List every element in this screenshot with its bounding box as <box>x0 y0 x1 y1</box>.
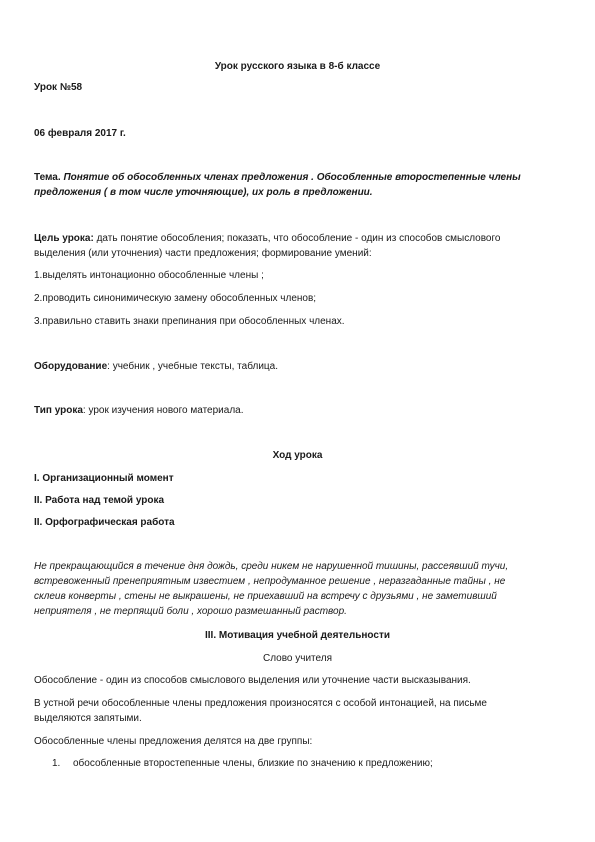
document-title: Урок русского языка в 8-б классе <box>214 61 381 72</box>
exercise-line-1: Не прекращающийся в течение дня дождь, среди никем не нарушенной тишины, рассеявший тучи, <box>34 561 509 572</box>
equipment-label: Оборудование <box>34 361 108 372</box>
goal-item-2: 2.проводить синонимическую замену обособленных членов; <box>34 293 317 304</box>
stage-1: I. Организационный момент <box>34 473 174 484</box>
motivation-heading: III. Мотивация учебной деятельности <box>205 630 390 641</box>
motivation-paragraph-2-line-1: В устной речи обособленные члены предложения произносятся с особой интонацией, на письме <box>34 698 487 709</box>
lesson-type-line <box>34 403 244 418</box>
goal-line-1 <box>34 231 500 246</box>
motivation-subheading: Слово учителя <box>262 653 332 664</box>
equipment-line <box>34 359 278 374</box>
list-item-number: 1. <box>52 758 61 769</box>
exercise-line-2: встревоженный пренеприятным известием , непродуманное решение , неразгаданные тайны , не <box>34 576 506 587</box>
lesson-number: Урок №58 <box>34 82 83 93</box>
topic-text-1: Понятие об обособленных членах предложения . Обособленные второстепенные члены <box>63 172 521 183</box>
equipment-text: : учебник , учебные тексты, таблица. <box>107 361 278 372</box>
course-heading: Ход урока <box>272 450 323 461</box>
topic-line-1 <box>34 170 521 185</box>
lesson-date: 06 февраля 2017 г. <box>34 128 126 139</box>
goal-line-2: выделения (или уточнения) части предложения; формирование умений: <box>34 248 372 259</box>
goal-text-1: дать понятие обособления; показать, что обособление - один из способов смыслового <box>93 233 501 244</box>
exercise-line-4: неприятеля , не терпящий боли , хорошо размешанный раствор. <box>34 606 347 617</box>
motivation-paragraph-1: Обособление - один из способов смыслового выделения или уточнение части высказывания. <box>34 675 471 686</box>
motivation-paragraph-2-line-2: выделяются запятыми. <box>34 713 142 724</box>
motivation-paragraph-3: Обособленные члены предложения делятся на две группы: <box>34 736 313 747</box>
topic-label: Тема. <box>34 172 61 183</box>
exercise-line-3: склеив конверты , стены не выкрашены, не приехавший на встречу с друзьями , не заметивший <box>34 591 497 602</box>
list-item-text: обособленные второстепенные члены, близкие по значению к предложению; <box>73 758 433 769</box>
lesson-type-text: : урок изучения нового материала. <box>82 405 244 416</box>
goal-item-3: 3.правильно ставить знаки препинания при обособленных членах. <box>34 316 345 327</box>
stage-2: II. Работа над темой урока <box>34 495 165 506</box>
goal-label: Цель урока: <box>34 233 94 244</box>
topic-line-2: предложения ( в том числе уточняющие), их роль в предложении. <box>34 187 373 198</box>
lesson-type-label: Тип урока <box>34 405 83 416</box>
goal-item-1: 1.выделять интонационно обособленные члены ; <box>34 270 264 281</box>
stage-3: II. Орфографическая работа <box>34 517 175 528</box>
